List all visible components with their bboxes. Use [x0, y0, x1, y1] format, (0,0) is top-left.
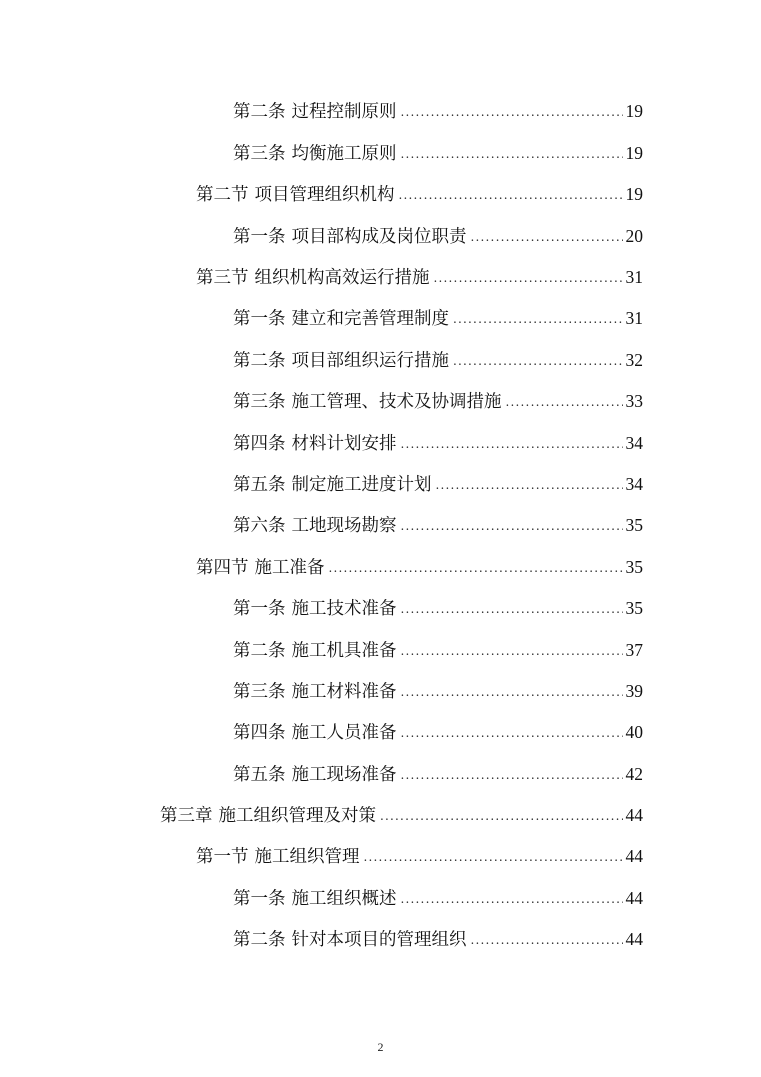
toc-entry-page: 44: [625, 887, 643, 908]
toc-entry-line: [233, 310, 643, 329]
toc-entry[interactable]: [0, 340, 761, 381]
toc-entry[interactable]: [0, 878, 761, 919]
toc-entry-title: 针对本项目的管理组织: [291, 930, 467, 951]
toc-entry[interactable]: [0, 589, 761, 630]
toc-entry-page: 35: [625, 515, 643, 536]
toc-dot-leader: [453, 355, 623, 367]
toc-entry-number: 第二条: [233, 350, 286, 371]
toc-entry-line: [233, 724, 643, 743]
toc-entry-line: [233, 887, 643, 909]
toc-entry-page: 35: [625, 598, 643, 619]
toc-entry-line: [233, 142, 643, 164]
toc-entry-title: 施工材料准备: [291, 681, 397, 702]
toc-entry[interactable]: [0, 382, 761, 423]
toc-entry-number: 第一条: [233, 599, 286, 620]
toc-dot-leader: [329, 562, 623, 574]
toc-dot-leader: [380, 810, 623, 822]
toc-entry-line: [233, 349, 643, 371]
toc-entry-page: 31: [625, 308, 643, 329]
toc-entry-title: 施工组织管理及对策: [218, 806, 376, 827]
toc-entry[interactable]: [0, 423, 761, 464]
toc-dot-leader: [401, 603, 623, 615]
toc-entry-number: 第四条: [233, 723, 286, 744]
toc-entry-page: 34: [625, 432, 643, 453]
toc-entry-page: 19: [625, 184, 643, 205]
toc-entry-title: 工地现场勘察: [291, 516, 397, 537]
toc-entry[interactable]: [0, 630, 761, 671]
toc-entry-title: 施工机具准备: [291, 640, 397, 661]
toc-entry-page: 31: [625, 267, 643, 287]
toc-entry-title: 施工技术准备: [291, 599, 397, 620]
toc-entry-number: 第四条: [233, 433, 286, 454]
toc-entry-title: 施工组织管理: [254, 847, 360, 868]
toc-entry-title: 建立和完善管理制度: [291, 309, 449, 330]
toc-dot-leader: [506, 396, 623, 408]
toc-entry-number: 第一条: [233, 309, 286, 330]
toc-entry-page: 37: [625, 639, 643, 660]
toc-entry-page: 19: [625, 142, 643, 163]
toc-entry-line: [233, 931, 643, 950]
toc-dot-leader: [364, 851, 623, 863]
toc-entry-number: 第三条: [233, 143, 286, 164]
toc-entry-title: 材料计划安排: [291, 433, 397, 454]
toc-entry[interactable]: [0, 299, 761, 340]
toc-entry[interactable]: [0, 258, 761, 299]
toc-entry-title: 项目部构成及岗位职责: [291, 226, 467, 247]
toc-entry-title: 项目部组织运行措施: [291, 350, 449, 371]
toc-entry-title: 均衡施工原则: [291, 143, 397, 164]
toc-entry-line: [196, 848, 643, 867]
toc-entry[interactable]: [0, 920, 761, 961]
toc-entry-number: 第一节: [196, 847, 249, 868]
toc-entry[interactable]: [0, 754, 761, 795]
toc-dot-leader: [401, 148, 623, 160]
toc-entry-title: 制定施工进度计划: [291, 474, 432, 495]
toc-entry-line: [233, 393, 643, 412]
toc-entry-line: [233, 432, 643, 454]
toc-entry-title: 施工管理、技术及协调措施: [291, 392, 502, 413]
toc-entry-page: 39: [625, 680, 643, 701]
toc-entry[interactable]: [0, 796, 761, 837]
toc-entry-page: 42: [625, 763, 643, 784]
toc-entry-line: [160, 807, 643, 826]
toc-entry-number: 第五条: [233, 474, 286, 495]
toc-entry[interactable]: [0, 216, 761, 257]
toc-entry-number: 第四节: [196, 557, 249, 578]
toc-dot-leader: [401, 438, 623, 450]
toc-entry-title: 组织机构高效运行措施: [254, 268, 430, 288]
toc-dot-leader: [401, 893, 623, 905]
toc-entry-number: 第五条: [233, 764, 286, 785]
toc-entry[interactable]: [0, 506, 761, 547]
toc-entry-title: 施工准备: [254, 557, 325, 578]
toc-entry[interactable]: [0, 175, 761, 216]
toc-entry-page: 35: [625, 556, 643, 577]
toc-entry[interactable]: [0, 713, 761, 754]
toc-entry-number: 第一条: [233, 888, 286, 909]
toc-entry[interactable]: [0, 92, 761, 133]
page-number: 2: [377, 1040, 384, 1054]
toc-entry[interactable]: [0, 465, 761, 506]
toc-entry-line: [233, 103, 643, 122]
toc-entry-number: 第二节: [196, 185, 249, 206]
toc-entry-page: 44: [625, 929, 643, 950]
toc-entry[interactable]: [0, 133, 761, 174]
toc-entry-number: 第二条: [233, 930, 286, 951]
toc-entry-line: [196, 269, 643, 288]
toc-entry-title: 施工组织概述: [291, 888, 397, 909]
toc-entry-page: 34: [625, 473, 643, 494]
toc-entry-page: 33: [625, 391, 643, 412]
toc-entry-number: 第一条: [233, 226, 286, 247]
toc-dot-leader: [399, 189, 623, 201]
toc-entry[interactable]: [0, 547, 761, 588]
toc-entry-page: 19: [625, 101, 643, 122]
toc-dot-leader: [401, 769, 623, 781]
toc-entry-line: [196, 556, 643, 578]
toc-entry-number: 第三章: [160, 806, 213, 827]
toc-dot-leader: [401, 520, 623, 532]
toc-entry-title: 项目管理组织机构: [254, 185, 395, 206]
toc-entry[interactable]: [0, 671, 761, 712]
toc-entry-line: [196, 186, 643, 205]
toc-dot-leader: [401, 686, 623, 698]
toc-entry-title: 施工人员准备: [291, 723, 397, 744]
toc-entry[interactable]: [0, 837, 761, 878]
toc-dot-leader: [401, 727, 623, 739]
toc-dot-leader: [436, 479, 623, 491]
toc-entry-number: 第三条: [233, 681, 286, 702]
toc-entry-line: [233, 639, 643, 661]
toc-dot-leader: [401, 645, 623, 657]
toc-entry-page: 20: [625, 225, 643, 246]
toc-entry-number: 第三节: [196, 268, 249, 288]
toc-entry-line: [233, 680, 643, 702]
toc-dot-leader: [434, 272, 623, 284]
table-of-contents: [0, 92, 761, 961]
toc-entry-line: [233, 225, 643, 247]
toc-entry-line: [233, 473, 643, 495]
toc-dot-leader: [453, 313, 623, 325]
toc-entry-title: 过程控制原则: [291, 102, 397, 123]
toc-entry-line: [233, 517, 643, 536]
toc-entry-number: 第二条: [233, 640, 286, 661]
toc-entry-number: 第六条: [233, 516, 286, 537]
toc-entry-number: 第二条: [233, 102, 286, 123]
toc-entry-title: 施工现场准备: [291, 764, 397, 785]
toc-dot-leader: [471, 231, 623, 243]
toc-entry-page: 44: [625, 805, 643, 826]
toc-entry-number: 第三条: [233, 392, 286, 413]
toc-entry-page: 40: [625, 722, 643, 743]
toc-entry-page: 32: [625, 349, 643, 370]
toc-entry-line: [233, 600, 643, 619]
toc-dot-leader: [401, 106, 623, 118]
toc-entry-page: 44: [625, 846, 643, 867]
toc-dot-leader: [471, 934, 623, 946]
toc-entry-line: [233, 763, 643, 785]
